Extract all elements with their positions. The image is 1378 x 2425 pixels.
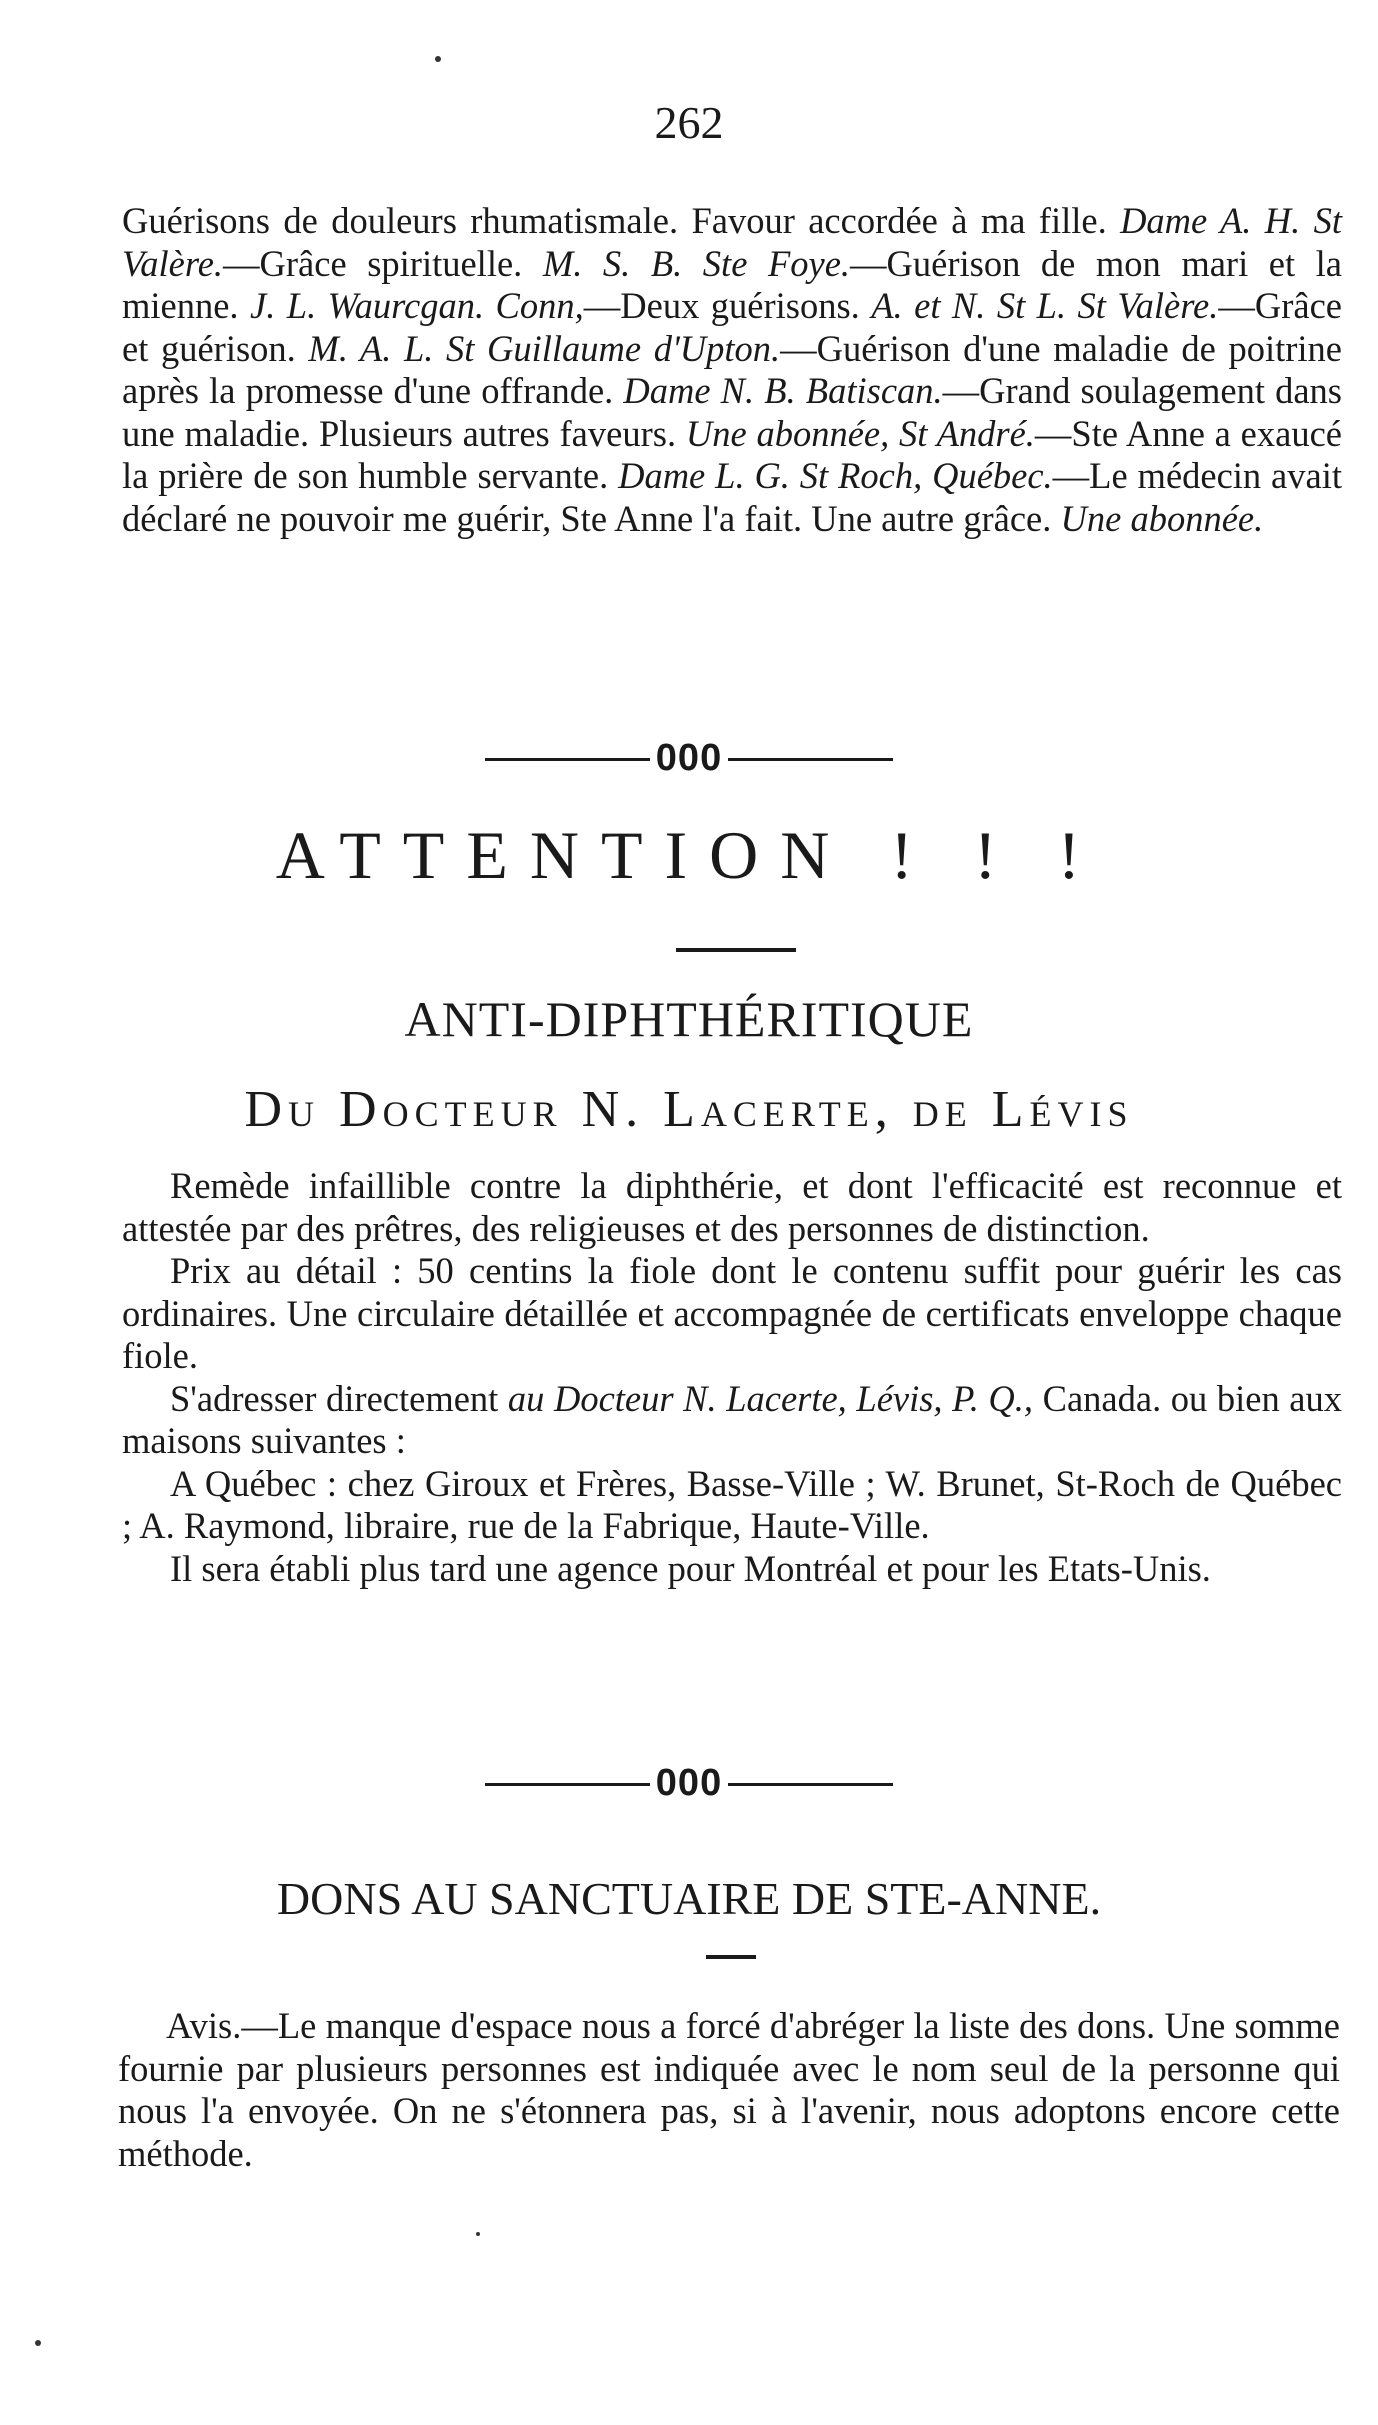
print-speck [35, 2340, 41, 2346]
separator-line-right [728, 758, 893, 761]
short-rule-dons [706, 1955, 756, 1959]
remedy-paragraph: Remède infaillible contre la diphthérie, et dont l'efficacité est reconnue et attestée par des prêtres, des religieuses et des personnes de distinction. [122, 1165, 1342, 1249]
avis-section [118, 2005, 1340, 2175]
dons-heading: DONS AU SANCTUAIRE DE STE-ANNE. [276, 1873, 1102, 1924]
short-rule-attention [676, 948, 796, 952]
favours-text: Guérisons de douleurs rhumatismale. Favour accordée à ma fille. Dame A. H. St Valère.—Grâce spirituelle. M. S. B. Ste Foye.—Guérison de mon mari et la mienne. J. L. Waurcgan. Conn,—Deux guérisons. A. et N. St L. St Valère.—Grâce et guérison. M. A. L. St Guillaume d'Upton.—Guérison d'une maladie de poitrine après la promesse d'une offrande. Dame N. B. Batiscan.—Grand soulagement dans une maladie. Plusieurs autres faveurs. Une abonnée, St André.—Ste Anne a exaucé la prière de son humble servante. Dame L. G. St Roch, Québec.—Le médecin avait déclaré ne pouvoir me guérir, Ste Anne l'a fait. Une autre grâce. Une abonnée. [122, 200, 1342, 539]
separator-line-left [485, 758, 650, 761]
italic-run: M. S. B. Ste Foye. [542, 242, 851, 284]
italic-run: A. et N. St L. St Valère. [871, 285, 1219, 326]
favours-paragraph [122, 200, 1342, 540]
page-number: 262 [654, 97, 724, 148]
separator-label: 000 [655, 737, 723, 779]
separator-label: 000 [655, 1762, 723, 1804]
italic-run: Une abonnée, St André. [685, 412, 1035, 454]
italic-run: Dame N. B. Batiscan. [623, 370, 943, 411]
separator-line-right [728, 1783, 893, 1786]
italic-run: J. L. Waurcgan. Conn, [250, 285, 584, 326]
separator-top [0, 737, 1378, 780]
remedy-paragraph: Prix au détail : 50 centins la fiole dont le contenu suffit pour guérir les cas ordinaires. Une circulaire détaillée et accompagnée de certificats enveloppe chaque fiole. [122, 1250, 1342, 1376]
italic-run: Dame A. H. St Valère. [122, 200, 1342, 284]
italic-run: Dame L. G. St Roch, Québec. [618, 455, 1053, 496]
separator-line-left [485, 1783, 650, 1786]
italic-run: M. A. L. St Guillaume d'Upton. [308, 327, 781, 369]
italic-run: Une abonnée. [1060, 497, 1264, 539]
remedy-section [122, 1165, 1342, 1590]
doctor-heading: Du Docteur N. Lacerte, de Lévis [244, 1081, 1134, 1138]
separator-bottom [0, 1762, 1378, 1805]
print-speck [435, 56, 441, 62]
avis-paragraph: Avis.—Le manque d'espace nous a forcé d'abréger la liste des dons. Une somme fournie par plusieurs personnes est indiquée avec le nom seul de la personne qui nous l'a envoyée. On ne s'étonnera pas, si à l'avenir, nous adoptons encore cette méthode. [118, 2005, 1340, 2174]
remedy-paragraph: Il sera établi plus tard une agence pour Montréal et pour les Etats-Unis. [170, 1547, 1211, 1589]
print-speck [476, 2232, 480, 2236]
remedy-paragraph: S'adresser directement au Docteur N. Lacerte, Lévis, P. Q., Canada. ou bien aux maisons suivantes : [122, 1377, 1342, 1461]
remedy-heading: ANTI-DIPHTHÉRITIQUE [404, 991, 974, 1047]
attention-title: ATTENTION ! ! ! [275, 817, 1103, 893]
remedy-paragraph: A Québec : chez Giroux et Frères, Basse-Ville ; W. Brunet, St-Roch de Québec ; A. Raymond, libraire, rue de la Fabrique, Haute-Ville. [122, 1462, 1342, 1546]
italic-run: au Docteur N. Lacerte, Lévis, P. Q., [507, 1377, 1034, 1419]
